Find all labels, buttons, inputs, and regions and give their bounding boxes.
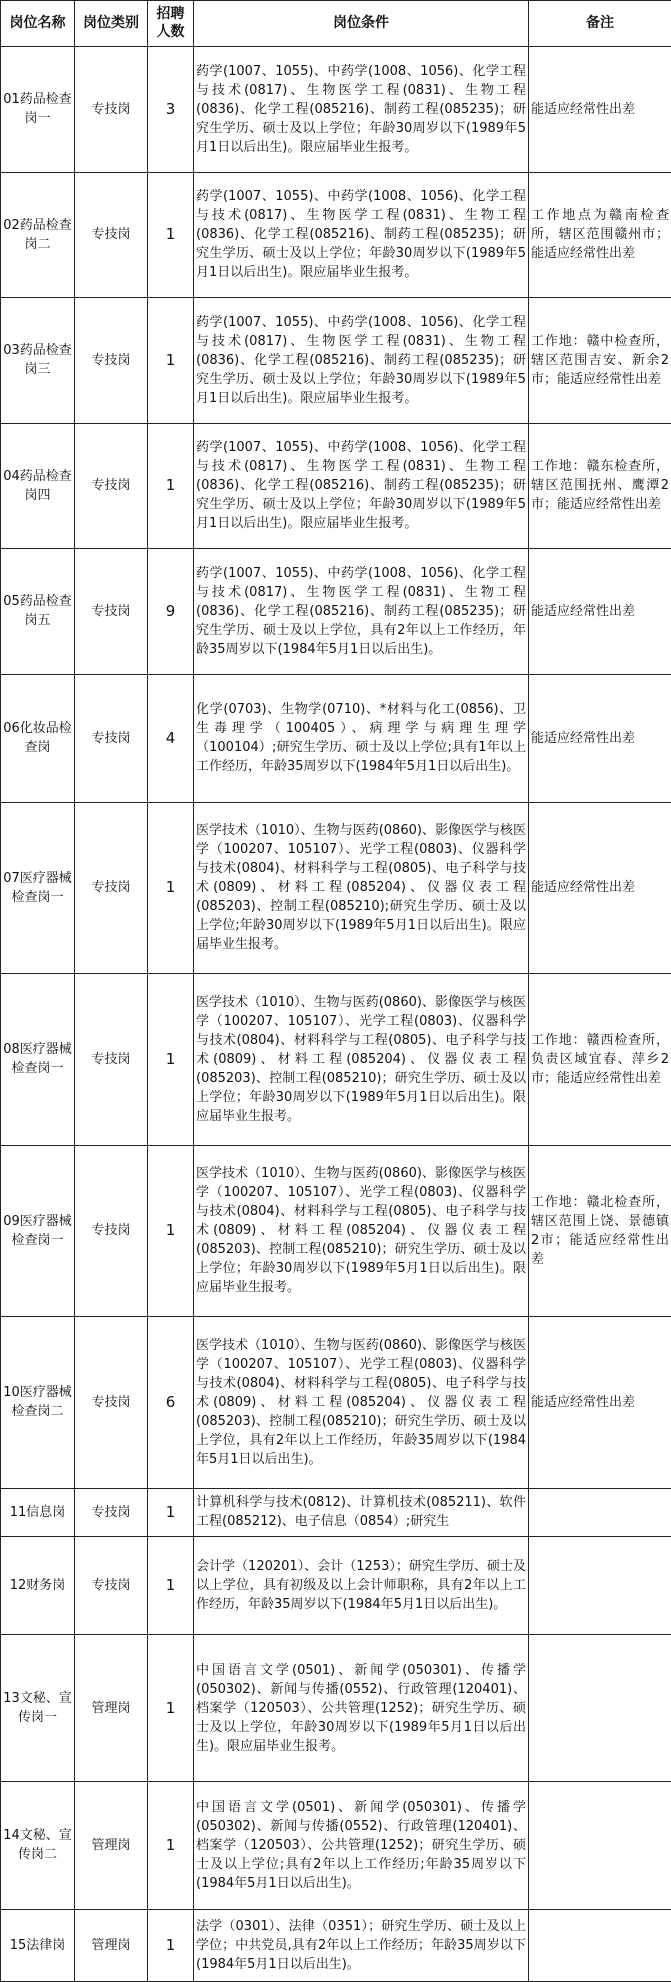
cell-note: 工作地：赣东检查所，辖区范围抚州、鹰潭2市；能适应经常性出差 xyxy=(529,423,671,549)
cell-name: 10医疗器械检查岗二 xyxy=(1,1317,75,1489)
header-num: 招聘人数 xyxy=(148,1,194,47)
cell-cond: 药学(1007、1055)、中药学(1008、1056)、化学工程与技术(0817)、生物医学工程(0831)、生物工程(0836)、化学工程(085216)、制药工程(085235)；研究生学历、硕士及以上学位；年龄30周岁以下(1989年5月1日以后出生)。限应届毕业生报考。 xyxy=(194,298,529,424)
table-row xyxy=(1,549,671,675)
cell-note xyxy=(529,1909,671,1981)
cell-cond: 法学（0301）、法律（0351）；研究生学历、硕士及以上学位；中共党员,具有2年以上工作经历；年龄35周岁以下(1984年5月1日以后出生)。 xyxy=(194,1909,529,1981)
header-row xyxy=(1,1,671,47)
cell-note: 能适应经常性出差 xyxy=(529,549,671,675)
cell-note: 能适应经常性出差 xyxy=(529,802,671,974)
cell-num: 1 xyxy=(148,172,194,298)
cell-type: 管理岗 xyxy=(75,1781,148,1909)
cell-name: 05药品检查岗五 xyxy=(1,549,75,675)
table-row xyxy=(1,1635,671,1782)
cell-name: 14文秘、宣传岗二 xyxy=(1,1781,75,1909)
cell-cond: 医学技术（1010）、生物与医药(0860)、影像医学与核医学（100207、105107）、光学工程(0803)、仪器科学与技术(0804)、材料科学与工程(0805)、电子科学与技术(0809)、材料工程(085204)、仪器仪表工程(085203)、控制工程(085210)；研究生学历、硕士及以上学位，具有2年以上工作经历，年龄35周岁以下(1984年5月1日以后出生)。 xyxy=(194,1317,529,1489)
cell-cond: 医学技术（1010）、生物与医药(0860)、影像医学与核医学（100207、105107）、光学工程(0803)、仪器科学与技术(0804)、材料科学与工程(0805)、电子科学与技术(0809)、材料工程(085204)、仪器仪表工程(085203)、控制工程(085210);研究生学历、硕士及以上学位;年龄30周岁以下(1989年5月1日以后出生)。限应届毕业生报考。 xyxy=(194,802,529,974)
table-row xyxy=(1,1145,671,1317)
cell-type: 管理岗 xyxy=(75,1635,148,1782)
cell-note: 工作地：赣北检查所，辖区范围上饶、景德镇2市；能适应经常性出差 xyxy=(529,1145,671,1317)
cell-note xyxy=(529,1488,671,1536)
cell-name: 08医疗器械检查岗一 xyxy=(1,974,75,1146)
cell-type: 专技岗 xyxy=(75,1145,148,1317)
cell-name: 11信息岗 xyxy=(1,1488,75,1536)
cell-cond: 会计学（120201）、会计（1253）；研究生学历、硕士及以上学位，具有初级及以上会计师职称，具有2年以上工作经历，年龄35周岁以下(1984年5月1日以后出生)。 xyxy=(194,1537,529,1635)
cell-name: 06化妆品检查岗 xyxy=(1,674,75,802)
table-row xyxy=(1,1537,671,1635)
cell-num: 3 xyxy=(148,47,194,173)
cell-note xyxy=(529,1781,671,1909)
table-row xyxy=(1,1317,671,1489)
cell-type: 专技岗 xyxy=(75,549,148,675)
cell-name: 07医疗器械检查岗一 xyxy=(1,802,75,974)
cell-cond: 医学技术（1010）、生物与医药(0860)、影像医学与核医学（100207、105107）、光学工程(0803)、仪器科学与技术(0804)、材料科学与工程(0805)、电子科学与技术(0809)、材料工程(085204)、仪器仪表工程(085203)、控制工程(085210)；研究生学历、硕士及以上学位；年龄30周岁以下(1989年5月1日以后出生)。限应届毕业生报考。 xyxy=(194,974,529,1146)
cell-type: 专技岗 xyxy=(75,674,148,802)
cell-note xyxy=(529,1537,671,1635)
cell-type: 专技岗 xyxy=(75,423,148,549)
header-type: 岗位类别 xyxy=(75,1,148,47)
cell-cond: 药学(1007、1055)、中药学(1008、1056)、化学工程与技术(0817)、生物医学工程(0831)、生物工程(0836)、化学工程(085216)、制药工程(085235)；研究生学历、硕士及以上学位；年龄30周岁以下(1989年5月1日以后出生)。限应届毕业生报考。 xyxy=(194,423,529,549)
cell-note: 能适应经常性出差 xyxy=(529,674,671,802)
cell-name: 02药品检查岗二 xyxy=(1,172,75,298)
table-row xyxy=(1,172,671,298)
table-row xyxy=(1,974,671,1146)
cell-name: 15法律岗 xyxy=(1,1909,75,1981)
cell-cond: 中国语言文学(0501)、新闻学(050301)、传播学(050302)、新闻与传播(0552)、行政管理(120401)、档案学（120503）、公共管理(1252)；研究生学历、硕士及以上学位;具有2年以上工作经历;年龄35周岁以下(1984年5月1日以后出生)。 xyxy=(194,1781,529,1909)
cell-cond: 化学(0703)、生物学(0710)、*材料与化工(0856)、卫生毒理学（100405）、病理学与病理生理学（100104）;研究生学历、硕士及以上学位;具有1年以上工作经历，年龄35周岁以下(1984年5月1日以后出生)。 xyxy=(194,674,529,802)
header-cond: 岗位条件 xyxy=(194,1,529,47)
cell-num: 1 xyxy=(148,1145,194,1317)
cell-num: 1 xyxy=(148,1537,194,1635)
cell-note: 能适应经常性出差 xyxy=(529,1317,671,1489)
cell-num: 6 xyxy=(148,1317,194,1489)
table-row xyxy=(1,1781,671,1909)
cell-name: 04药品检查岗四 xyxy=(1,423,75,549)
cell-note xyxy=(529,1635,671,1782)
cell-type: 专技岗 xyxy=(75,1537,148,1635)
cell-num: 1 xyxy=(148,1909,194,1981)
header-note: 备注 xyxy=(529,1,671,47)
cell-type: 专技岗 xyxy=(75,1317,148,1489)
cell-num: 1 xyxy=(148,802,194,974)
cell-name: 01药品检查岗一 xyxy=(1,47,75,173)
cell-cond: 计算机科学与技术(0812)、计算机技术(085211)、软件工程(085212)、电子信息（0854）;研究生 xyxy=(194,1488,529,1536)
cell-cond: 药学(1007、1055)、中药学(1008、1056)、化学工程与技术(0817)、生物医学工程(0831)、生物工程(0836)、化学工程(085216)、制药工程(085235)；研究生学历、硕士及以上学位；年龄30周岁以下(1989年5月1日以后出生)。限应届毕业生报考。 xyxy=(194,172,529,298)
cell-num: 9 xyxy=(148,549,194,675)
cell-num: 1 xyxy=(148,1781,194,1909)
table-row xyxy=(1,674,671,802)
table-row xyxy=(1,47,671,173)
cell-name: 09医疗器械检查岗一 xyxy=(1,1145,75,1317)
cell-note: 工作地：赣中检查所，辖区范围吉安、新余2市；能适应经常性出差 xyxy=(529,298,671,424)
cell-type: 专技岗 xyxy=(75,298,148,424)
cell-type: 管理岗 xyxy=(75,1909,148,1981)
cell-name: 12财务岗 xyxy=(1,1537,75,1635)
cell-num: 1 xyxy=(148,1488,194,1536)
cell-type: 专技岗 xyxy=(75,802,148,974)
cell-cond: 医学技术（1010）、生物与医药(0860)、影像医学与核医学（100207、105107）、光学工程(0803)、仪器科学与技术(0804)、材料科学与工程(0805)、电子科学与技术(0809)、材料工程(085204)、仪器仪表工程(085203)、控制工程(085210)；研究生学历、硕士及以上学位；年龄30周岁以下(1989年5月1日以后出生)。限应届毕业生报考。 xyxy=(194,1145,529,1317)
cell-type: 专技岗 xyxy=(75,1488,148,1536)
cell-cond: 中国语言文学(0501)、新闻学(050301)、传播学(050302)、新闻与传播(0552)、行政管理(120401)、档案学（120503）、公共管理(1252)；研究生学历、硕士及以上学位，年龄30周岁以下(1989年5月1日以后出生)。限应届毕业生报考。 xyxy=(194,1635,529,1782)
header-name: 岗位名称 xyxy=(1,1,75,47)
table-row xyxy=(1,298,671,424)
cell-cond: 药学(1007、1055)、中药学(1008、1056)、化学工程与技术(0817)、生物医学工程(0831)、生物工程(0836)、化学工程(085216)、制药工程(085235)；研究生学历、硕士及以上学位；年龄30周岁以下(1989年5月1日以后出生)。限应届毕业生报考。 xyxy=(194,47,529,173)
table-row xyxy=(1,802,671,974)
table-row xyxy=(1,1488,671,1536)
cell-type: 专技岗 xyxy=(75,47,148,173)
cell-num: 1 xyxy=(148,974,194,1146)
cell-name: 03药品检查岗三 xyxy=(1,298,75,424)
cell-note: 能适应经常性出差 xyxy=(529,47,671,173)
cell-num: 4 xyxy=(148,674,194,802)
cell-num: 1 xyxy=(148,1635,194,1782)
table-row xyxy=(1,1909,671,1981)
cell-note: 工作地点为赣南检查所，辖区范围赣州市；能适应经常性出差 xyxy=(529,172,671,298)
cell-note: 工作地：赣西检查所，负责区域宜春、萍乡2市；能适应经常性出差 xyxy=(529,974,671,1146)
table-row xyxy=(1,423,671,549)
cell-name: 13文秘、宣传岗一 xyxy=(1,1635,75,1782)
cell-type: 专技岗 xyxy=(75,172,148,298)
cell-num: 1 xyxy=(148,298,194,424)
cell-type: 专技岗 xyxy=(75,974,148,1146)
cell-num: 1 xyxy=(148,423,194,549)
cell-cond: 药学(1007、1055)、中药学(1008、1056)、化学工程与技术(0817)、生物医学工程(0831)、生物工程(0836)、化学工程(085216)、制药工程(085235)；研究生学历、硕士及以上学位，具有2年以上工作经历，年龄35周岁以下(1984年5月1日以后出生)。 xyxy=(194,549,529,675)
